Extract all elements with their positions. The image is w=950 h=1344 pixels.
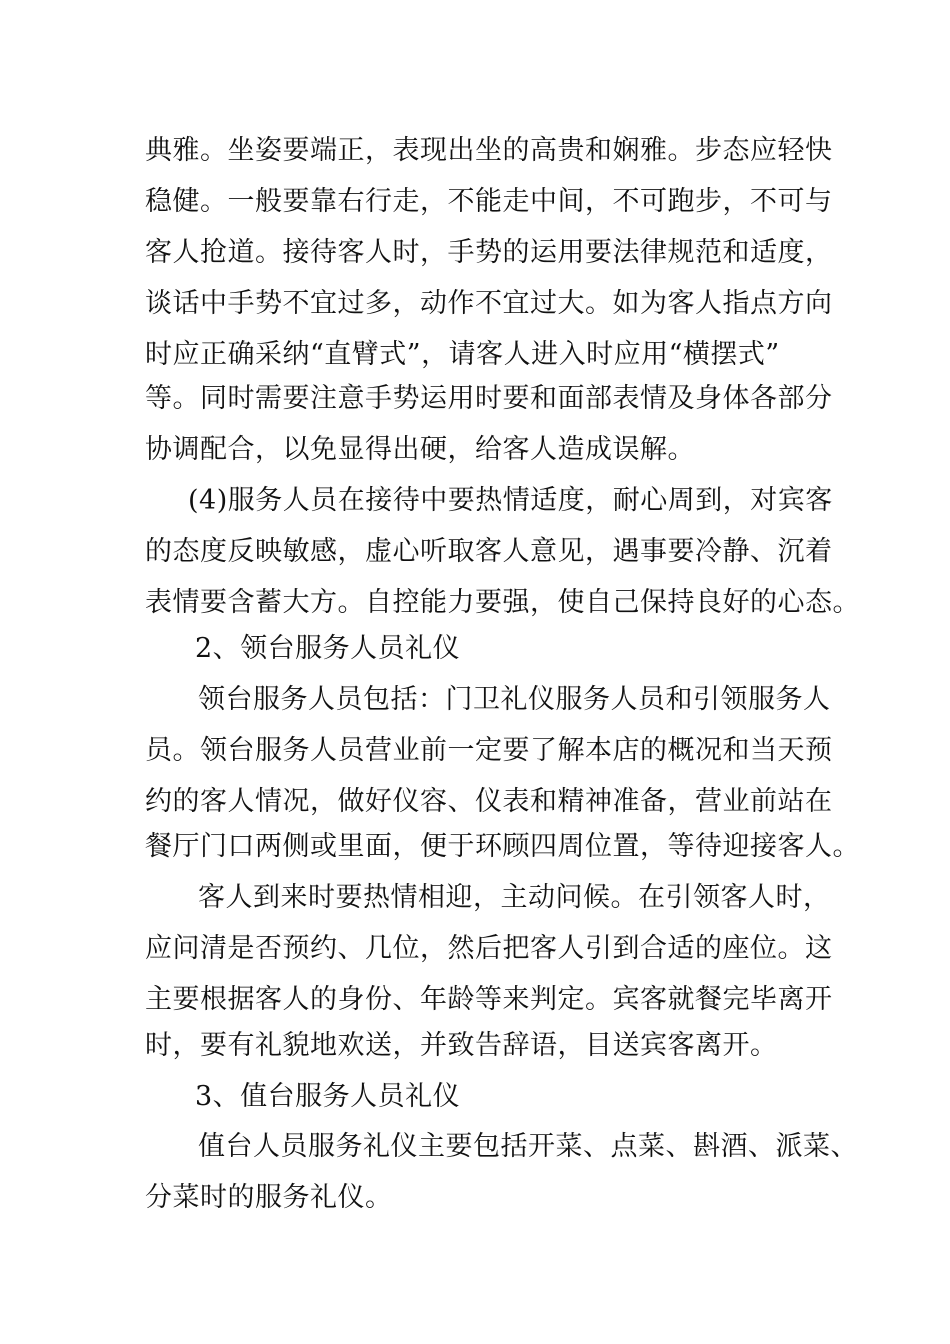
text-line-9: 的态度反映敏感，虚心听取客人意见，遇事要冷静、沉着 (145, 536, 833, 567)
text-line-2: 稳健。一般要靠右行走，不能走中间，不可跑步，不可与 (145, 186, 833, 217)
paragraph-reception-start: 领台服务人员包括：门卫礼仪服务人员和引领服务人 (198, 684, 831, 715)
text-line-10: 表情要含蓄大方。自控能力要强，使自己保持良好的心态。 (145, 587, 860, 618)
text-line-5: 时应正确采纳“直臂式”，请客人进入时应用“横摆式” (145, 339, 780, 370)
text-line-1: 典雅。坐姿要端正，表现出坐的高贵和娴雅。步态应轻快 (145, 135, 833, 166)
text-line-4: 谈话中手势不宜过多，动作不宜过大。如为客人指点方向 (145, 288, 833, 319)
text-line-18: 主要根据客人的身份、年龄等来判定。宾客就餐完毕离开 (145, 984, 833, 1015)
section-heading-3: 3、值台服务人员礼仪 (195, 1081, 461, 1112)
paragraph-guests-start: 客人到来时要热情相迎，主动问候。在引领客人时， (198, 882, 831, 913)
paragraph-4-start: (4)服务人员在接待中要热情适度，耐心周到，对宾客 (188, 485, 833, 516)
text-line-22: 分菜时的服务礼仪。 (145, 1182, 393, 1213)
text-line-6: 等。同时需要注意手势运用时要和面部表情及身体各部分 (145, 383, 833, 414)
section-heading-2: 2、领台服务人员礼仪 (195, 633, 461, 664)
text-line-3: 客人抢道。接待客人时，手势的运用要法律规范和适度， (145, 237, 833, 268)
text-line-14: 约的客人情况，做好仪容、仪表和精神准备，营业前站在 (145, 786, 833, 817)
text-line-13: 员。领台服务人员营业前一定要了解本店的概况和当天预 (145, 735, 833, 766)
text-line-7: 协调配合，以免显得出硬，给客人造成误解。 (145, 434, 695, 465)
text-line-15: 餐厅门口两侧或里面，便于环顾四周位置，等待迎接客人。 (145, 831, 860, 862)
paragraph-table-service-start: 值台人员服务礼仪主要包括开菜、点菜、斟酒、派菜、 (198, 1131, 858, 1162)
text-line-17: 应问清是否预约、几位，然后把客人引到合适的座位。这 (145, 933, 833, 964)
text-line-19: 时，要有礼貌地欢送，并致告辞语，目送宾客离开。 (145, 1030, 778, 1061)
